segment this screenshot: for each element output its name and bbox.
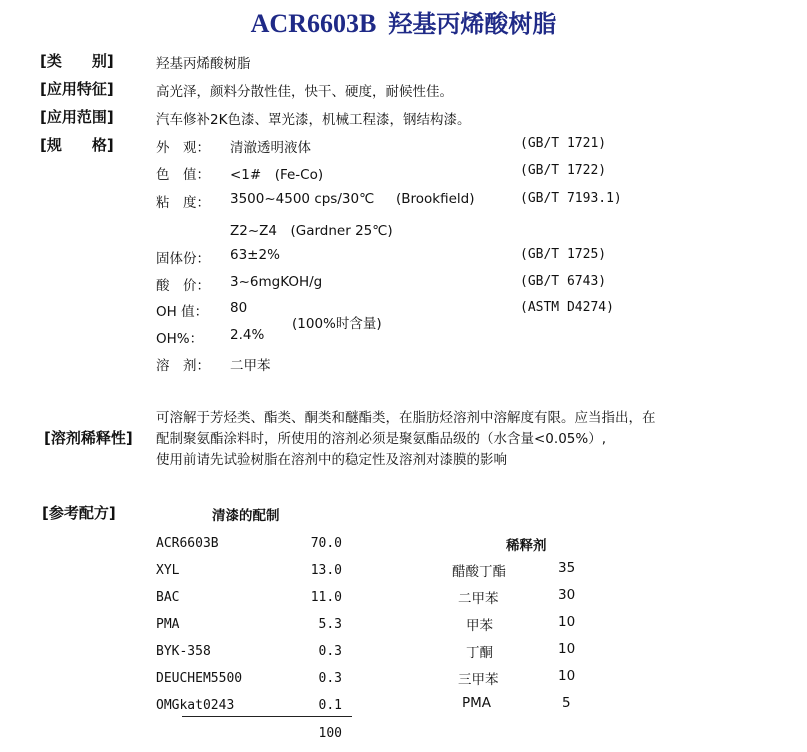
- product-code: ACR6603B: [250, 9, 377, 38]
- oh-note: (100%时含量): [292, 316, 382, 332]
- spec-value: 80: [230, 300, 248, 316]
- spec-standard: (GB/T 1721): [520, 136, 607, 151]
- formula-label: [参考配方]: [42, 504, 116, 522]
- thinner-amount: 5: [562, 695, 571, 711]
- ingredient-name: XYL: [156, 563, 180, 578]
- thinner-name: PMA: [462, 695, 492, 711]
- spec-value: 二甲苯: [230, 358, 271, 374]
- spec-name: 酸 价：: [156, 278, 210, 294]
- ingredient-amount: 0.3: [318, 671, 342, 686]
- ingredient-amount: 0.1: [318, 698, 342, 713]
- spec-name: OH%：: [156, 331, 204, 347]
- ingredient-amount: 5.3: [318, 617, 342, 632]
- ingredient-name: BYK-358: [156, 644, 211, 659]
- spec-extra: (Brookfield): [396, 191, 475, 207]
- spec-standard: (GB/T 1722): [520, 163, 607, 178]
- document-title: [0, 4, 807, 39]
- ingredient-name: DEUCHEM5500: [156, 671, 243, 686]
- spec-name: 溶 剂：: [156, 358, 210, 374]
- spec-value: <1# (Fe-Co): [230, 167, 324, 183]
- category-value: 羟基丙烯酸树脂: [156, 56, 251, 72]
- ingredient-amount: 13.0: [310, 563, 342, 578]
- ingredient-amount: 11.0: [310, 590, 342, 605]
- thinner-amount: 30: [558, 587, 576, 603]
- spec-name: 粘 度：: [156, 195, 210, 211]
- scope-label: [应用范围]: [40, 108, 114, 126]
- spec-value: 清澈透明液体: [230, 140, 311, 156]
- thinner-amount: 10: [558, 668, 576, 684]
- total-divider: [182, 716, 352, 717]
- spec-value: 3500~4500 cps/30℃: [230, 191, 375, 207]
- features-value: 高光泽，颜料分散性佳，快干、硬度，耐候性佳。: [156, 84, 453, 100]
- solubility-line: 使用前请先试验树脂在溶剂中的稳定性及溶剂对漆膜的影响: [156, 452, 507, 468]
- spec-standard: (GB/T 1725): [520, 247, 607, 262]
- solubility-line: 可溶解于芳烃类、酯类、酮类和醚酯类，在脂肪烃溶剂中溶解度有限。应当指出，在: [156, 410, 656, 426]
- thinner-name: 丁酮: [466, 645, 493, 661]
- scope-value: 汽车修补2K色漆、罩光漆，机械工程漆，钢结构漆。: [156, 112, 471, 128]
- thinner-amount: 10: [558, 641, 576, 657]
- ingredient-name: OMGkat0243: [156, 698, 235, 713]
- thinner-title: 稀释剂: [506, 538, 547, 554]
- spec-standard: (ASTM D4274): [520, 300, 614, 315]
- spec-value: 63±2%: [230, 247, 280, 263]
- spec-label: [规 格]: [40, 136, 114, 154]
- features-label: [应用特征]: [40, 80, 114, 98]
- spec-value: 3~6mgKOH/g: [230, 274, 323, 290]
- spec-standard: (GB/T 6743): [520, 274, 607, 289]
- spec-name: 外 观：: [156, 140, 210, 156]
- spec-standard: (GB/T 7193.1): [520, 191, 622, 206]
- ingredient-name: ACR6603B: [156, 536, 219, 551]
- ingredient-amount: 0.3: [318, 644, 342, 659]
- spec-name: 固体份：: [156, 251, 210, 267]
- solubility-label: [溶剂稀释性]: [44, 429, 133, 447]
- spec-name: 色 值：: [156, 167, 210, 183]
- thinner-name: 醋酸丁酯: [452, 564, 506, 580]
- product-name: 羟基丙烯酸树脂: [388, 10, 557, 38]
- category-label: [类 别]: [40, 52, 114, 70]
- ingredient-amount: 70.0: [310, 536, 342, 551]
- ingredient-name: PMA: [156, 617, 180, 632]
- spec-name: OH 值：: [156, 304, 209, 320]
- clear-coat-title: 清漆的配制: [212, 508, 280, 524]
- thinner-name: 二甲苯: [458, 591, 499, 607]
- clear-coat-total: 100: [318, 726, 342, 741]
- thinner-amount: 10: [558, 614, 576, 630]
- thinner-name: 三甲苯: [458, 672, 499, 688]
- solubility-line: 配制聚氨酯涂料时，所使用的溶剂必须是聚氨酯品级的（水含量<0.05%）,: [156, 431, 606, 447]
- thinner-amount: 35: [558, 560, 576, 576]
- thinner-name: 甲苯: [466, 618, 493, 634]
- spec-value: 2.4%: [230, 327, 265, 343]
- spec-value: Z2~Z4 (Gardner 25℃): [230, 223, 393, 239]
- ingredient-name: BAC: [156, 590, 180, 605]
